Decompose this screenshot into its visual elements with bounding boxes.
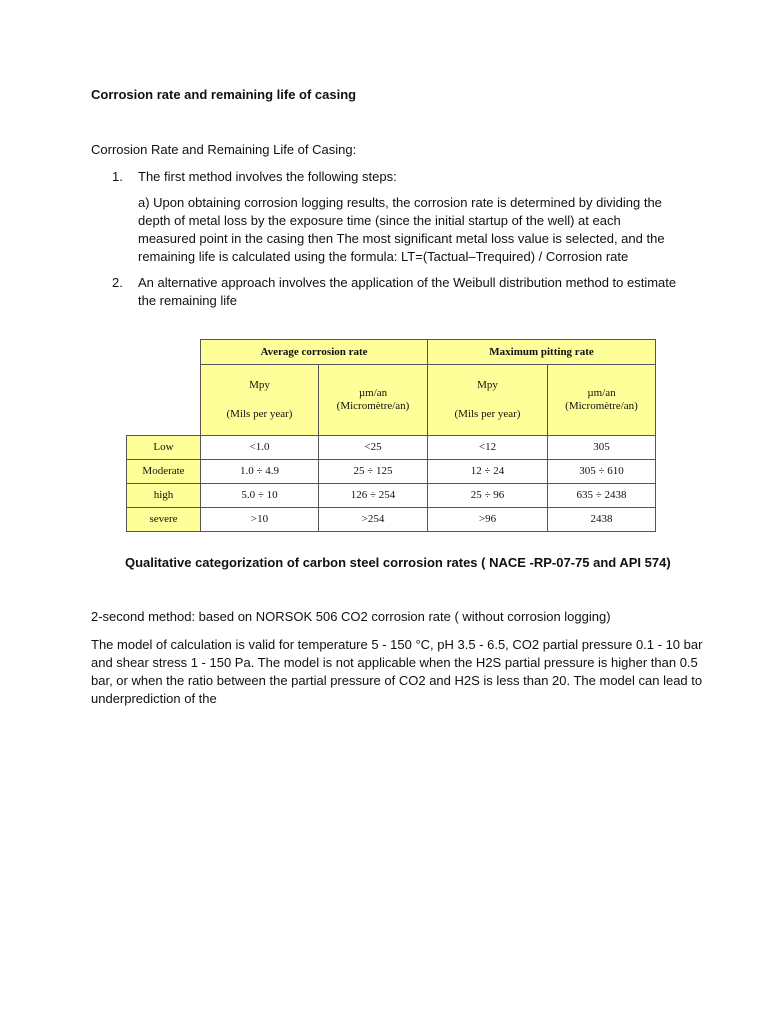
table-cell: 25 ÷ 96: [428, 484, 548, 508]
table-corner: [127, 340, 201, 365]
subheader-mils-label: (Mils per year): [454, 408, 521, 420]
table-cell: <1.0: [201, 436, 319, 460]
table-cell: >254: [319, 508, 428, 532]
list-number: 1.: [112, 169, 123, 184]
corrosion-rate-table: [126, 339, 656, 532]
header-maximum-pitting-rate: Maximum pitting rate: [428, 340, 656, 365]
row-label: Moderate: [127, 460, 201, 484]
table-cell: 305 ÷ 610: [548, 460, 656, 484]
list-text: An alternative approach involves the application of the Weibull distribution method to estimate the remaining life: [138, 275, 677, 308]
table-cell: 2438: [548, 508, 656, 532]
table-cell: >10: [201, 508, 319, 532]
row-label: Low: [127, 436, 201, 460]
table-cell: 25 ÷ 125: [319, 460, 428, 484]
list-item: [112, 274, 682, 310]
table-cell: 5.0 ÷ 10: [201, 484, 319, 508]
list-subtext: a) Upon obtaining corrosion logging results, the corrosion rate is determined by dividing the depth of metal loss by the exposure time (since the initial startup of the well) at each measured point in the casing then The most significant metal loss value is selected, and the remaining life is calculated using the formula: LT=(Tactual–Trequired) / Corrosion rate: [138, 195, 665, 264]
table-cell: 305: [548, 436, 656, 460]
subheader-mils-label: (Mils per year): [226, 408, 293, 420]
document-title: Corrosion rate and remaining life of casing: [91, 87, 357, 102]
table-corner: [127, 365, 201, 436]
table-cell: <25: [319, 436, 428, 460]
table-cell: 126 ÷ 254: [319, 484, 428, 508]
table-subheader-row: [127, 365, 656, 436]
table-row: [127, 508, 656, 532]
table-cell: >96: [428, 508, 548, 532]
list-number: 2.: [112, 275, 123, 290]
model-text: The model of calculation is valid for temperature 5 - 150 °C, pH 3.5 - 6.5, CO2 partial pressure 0.1 - 10 bar and shear stress 1 - 150 Pa. The model is not applicable when the H2S partial pressure is higher than 0.5 bar, or when the ratio between the partial pressure of CO2 and H2S is less than 20. The model can lead to underprediction of the: [91, 637, 703, 706]
header-average-corrosion-rate: Average corrosion rate: [201, 340, 428, 365]
row-label: severe: [127, 508, 201, 532]
table-row: [127, 460, 656, 484]
subheader-micrometre-label: (Micromètre/an): [336, 400, 410, 412]
table-row: [127, 484, 656, 508]
model-paragraph: [91, 636, 711, 708]
subheader-um-label: µm/an: [587, 387, 616, 399]
table-row: [127, 436, 656, 460]
table-header-row: [127, 340, 656, 365]
list-item: [112, 168, 682, 266]
subheader-mpy: [428, 365, 548, 436]
subheader-um: [548, 365, 656, 436]
subheader-mpy: [201, 365, 319, 436]
subheader-um: [319, 365, 428, 436]
subheader-mpy-label: Mpy: [249, 379, 270, 391]
table-caption: Qualitative categorization of carbon steel corrosion rates ( NACE -RP-07-75 and API 574): [125, 555, 671, 570]
method-list: [112, 168, 682, 318]
table-cell: <12: [428, 436, 548, 460]
row-label: high: [127, 484, 201, 508]
subheader-um-label: µm/an: [358, 387, 388, 399]
table-cell: 635 ÷ 2438: [548, 484, 656, 508]
intro-line: Corrosion Rate and Remaining Life of Casing:: [91, 142, 357, 157]
table-cell: 12 ÷ 24: [428, 460, 548, 484]
subheader-mpy-label: Mpy: [477, 379, 498, 391]
list-text: The first method involves the following steps:: [138, 169, 397, 184]
subheader-micrometre-label: (Micromètre/an): [565, 400, 638, 412]
table-cell: 1.0 ÷ 4.9: [201, 460, 319, 484]
second-method-line: 2-second method: based on NORSOK 506 CO2 corrosion rate ( without corrosion logging): [91, 609, 611, 624]
